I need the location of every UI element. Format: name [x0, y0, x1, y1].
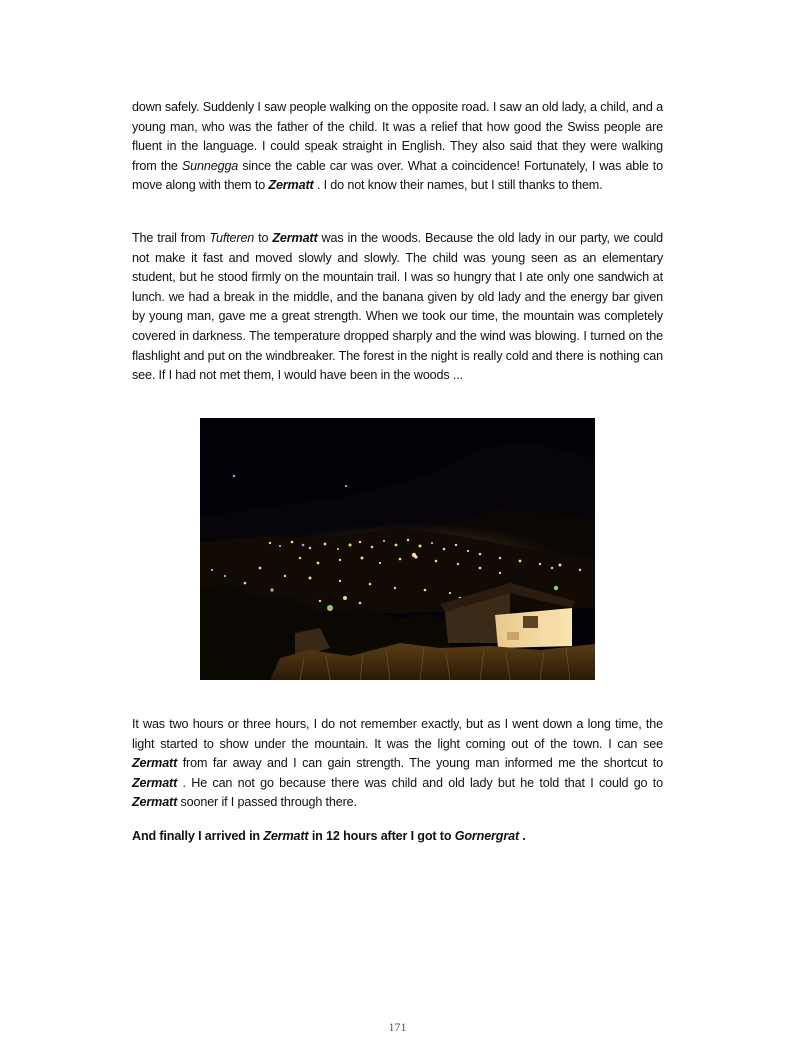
paragraph-1 [132, 98, 663, 196]
paragraph-3 [132, 715, 663, 813]
text-run: sooner if I passed through there. [177, 795, 357, 810]
photo-illustration [200, 418, 595, 680]
text-run: The trail from [132, 231, 210, 245]
place-name-tufteren: Tufteren [209, 231, 255, 245]
place-name-zermatt: Zermatt [272, 231, 318, 245]
text-run: It was two hours or three hours, I do not remember exactly, but as I went down a long time, the light started to show under the mountain. It was the light coming out of the town. I can see [132, 717, 663, 751]
place-name-zermatt: Zermatt [132, 795, 178, 810]
text-run: to [254, 231, 273, 245]
page-number: 171 [388, 1020, 407, 1034]
text-run: . He can not go because there was child and old lady but he told that I could go to [177, 775, 663, 790]
paragraph-2 [132, 229, 663, 386]
text-run: . [519, 829, 526, 843]
text-run: in 12 hours after I got to [308, 829, 455, 843]
text-run: since the cable car was over. What a coincidence! Fortunately, I was able to move along with them to [132, 158, 663, 193]
closing-statement [132, 827, 663, 847]
text-run: down safely. Suddenly I saw people walking on the opposite road. I saw an old lady, a child, and a young man, who was the father of the child. It was a relief that how good the Swiss people are fluent in the language. I could speak straight in English. They also said that they were walking from the [132, 100, 663, 173]
zermatt-night-photo [200, 418, 595, 680]
place-name-zermatt: Zermatt [132, 756, 178, 771]
place-name-zermatt: Zermatt [132, 775, 178, 790]
text-run: And finally I arrived in [132, 829, 264, 843]
text-run: was in the woods. Because the old lady in our party, we could not make it fast and moved slowly and slowly. The child was young seen as an elementary student, but he stood firmly on the mountain trail. I was so hungry that I ate only one sandwich at lunch. we had a break in the middle, and the banana given by old lady and the energy bar given by young man, gave me a great strength. When we took our time, the mountain was completely covered in darkness. The temperature dropped sharply and the wind was blowing. I turned on the flashlight and put on the windbreaker. The forest in the night is really cold and there is nothing can see. If I had not met them, I would have been in the woods ... [132, 231, 663, 383]
place-name-gornergrat: Gornergrat [454, 829, 519, 843]
text-run: from far away and I can gain strength. The young man informed me the shortcut to [177, 756, 663, 771]
place-name-sunnegga: Sunnegga [181, 158, 239, 173]
place-name-zermatt: Zermatt [268, 178, 314, 193]
text-run: . I do not know their names, but I still thanks to them. [313, 178, 603, 193]
place-name-zermatt: Zermatt [263, 829, 309, 843]
